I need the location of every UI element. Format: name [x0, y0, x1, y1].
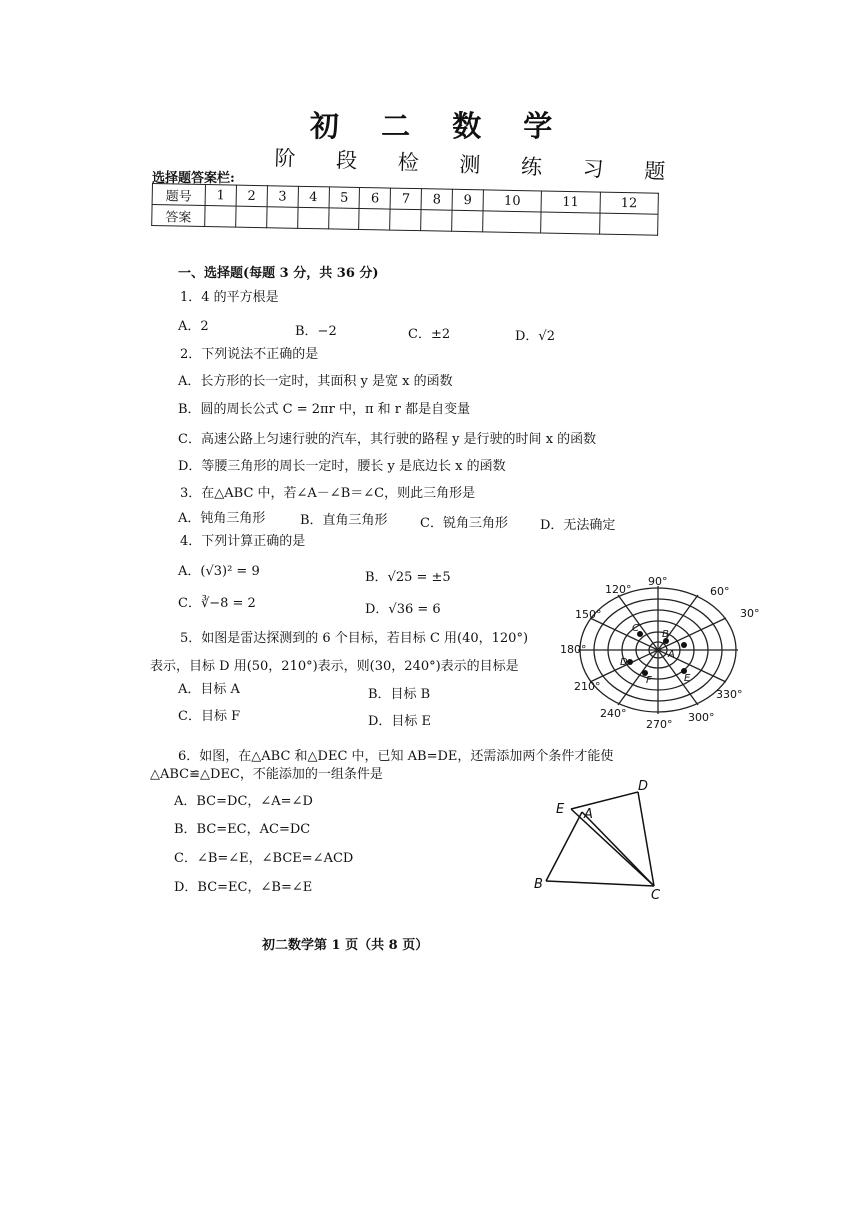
q2-option-c: C．高速公路上匀速行驶的汽车，其行驶的路程 y 是行驶的时间 x 的函数 [178, 432, 597, 447]
segment-AB [546, 812, 582, 881]
answer-table-number: 6 [359, 187, 390, 209]
q6-stem-line2: △ABC≌△DEC，不能添加的一组条件是 [150, 767, 383, 782]
radar-angle-label: 120° [605, 583, 632, 596]
q5-option-a: A．目标 A [178, 682, 240, 697]
radar-target-label: B [662, 629, 669, 640]
radar-angle-label: 240° [600, 707, 627, 720]
q6-option-d: D．BC=EC，∠B=∠E [174, 880, 313, 895]
answer-table-row1-label: 题号 [152, 184, 205, 206]
answer-cell[interactable] [452, 210, 483, 232]
q4-option-c: C．∛−8 = 2 [178, 596, 256, 611]
q6-option-a: A．BC=DC，∠A=∠D [174, 794, 313, 809]
vertex-label: D [638, 779, 649, 794]
answer-bar-label: 选择题答案栏: [152, 171, 235, 186]
answer-table-number: 1 [205, 185, 236, 207]
radar-angle-label: 270° [646, 718, 673, 731]
radar-target-label: F [646, 675, 652, 686]
vertex-label: B [534, 877, 543, 892]
q2-option-a: A．长方形的长一定时，其面积 y 是宽 x 的函数 [178, 374, 453, 389]
answer-cell[interactable] [482, 211, 541, 233]
radar-angle-label: 90° [648, 575, 668, 588]
answer-cell[interactable] [297, 207, 328, 229]
page-subtitle: 阶 段 检 测 练 习 题 [274, 145, 683, 185]
q1-stem: 1．4 的平方根是 [180, 290, 279, 305]
answer-cell[interactable] [541, 212, 600, 234]
radar-angle-label: 60° [710, 585, 730, 598]
radar-angle-label: 210° [574, 680, 601, 693]
page-footer: 初二数学第 1 页（共 8 页） [262, 938, 429, 953]
radar-target-dot [681, 642, 687, 648]
q3-option-b: B．直角三角形 [300, 513, 388, 528]
answer-table-number: 4 [298, 186, 329, 208]
answer-cell[interactable] [236, 206, 267, 228]
radar-angle-label: 180° [560, 643, 587, 656]
vertex-label: C [651, 888, 661, 900]
section-heading: 一、选择题(每题 3 分，共 36 分) [178, 266, 379, 281]
q2-option-b: B．圆的周长公式 C = 2πr 中，π 和 r 都是自变量 [178, 402, 471, 417]
radar-angle-label: 30° [740, 607, 760, 620]
answer-cell[interactable] [205, 206, 236, 228]
answer-table-number: 3 [267, 186, 298, 208]
triangle-figure [530, 775, 690, 900]
answer-cell[interactable] [328, 208, 359, 230]
radar-angle-label: 150° [575, 608, 602, 621]
radar-target-dot [627, 659, 633, 665]
answer-table-number: 8 [421, 189, 452, 211]
q5-option-d: D．目标 E [368, 714, 432, 729]
q1-option-c: C．±2 [408, 327, 451, 342]
q5-option-c: C．目标 F [178, 709, 241, 724]
answer-table-row2-label: 答案 [152, 205, 205, 227]
vertex-label: E [556, 802, 565, 817]
answer-cell[interactable] [359, 208, 390, 230]
segment-ED [571, 792, 638, 809]
answer-cell[interactable] [266, 207, 297, 229]
answer-table-number: 2 [236, 185, 267, 207]
answer-table-number: 11 [541, 191, 600, 213]
q6-option-b: B．BC=EC，AC=DC [174, 822, 311, 837]
q3-option-d: D．无法确定 [540, 518, 616, 533]
vertex-label: A [584, 807, 593, 822]
radar-target-label: C [632, 623, 639, 634]
radar-angle-label: 300° [688, 711, 715, 724]
q1-option-b: B．−2 [295, 324, 337, 339]
answer-cell[interactable] [599, 213, 658, 235]
q4-option-d: D．√36 = 6 [365, 602, 441, 617]
answer-table-number: 5 [329, 187, 360, 209]
q5-stem-line1: 5．如图是雷达探测到的 6 个目标，若目标 C 用(40，120°) [180, 631, 529, 646]
q4-option-a: A．(√3)² = 9 [178, 564, 260, 579]
segment-BC [546, 881, 654, 886]
q5-stem-line2: 表示，目标 D 用(50，210°)表示，则(30，240°)表示的目标是 [150, 659, 519, 674]
q3-option-c: C．锐角三角形 [420, 516, 508, 531]
radar-target-label: E [684, 673, 691, 684]
answer-table-number: 7 [390, 188, 421, 210]
radar-target-label: A [668, 649, 675, 660]
q2-stem: 2．下列说法不正确的是 [180, 347, 319, 362]
radar-angle-label: 330° [716, 688, 743, 701]
answer-table-number: 10 [483, 190, 542, 212]
answer-cell[interactable] [421, 210, 452, 232]
q1-option-d: D．√2 [515, 329, 555, 344]
radar-target-label: D [620, 657, 628, 668]
q2-option-d: D．等腰三角形的周长一定时，腰长 y 是底边长 x 的函数 [178, 459, 506, 474]
q6-option-c: C．∠B=∠E，∠BCE=∠ACD [174, 851, 354, 866]
q3-stem: 3．在△ABC 中，若∠A－∠B＝∠C，则此三角形是 [180, 486, 476, 501]
q5-option-b: B．目标 B [368, 687, 431, 702]
radar-figure [560, 565, 850, 740]
q6-stem-line1: 6．如图，在△ABC 和△DEC 中，已知 AB=DE，还需添加两个条件才能使 [178, 749, 614, 764]
q3-option-a: A．钝角三角形 [178, 511, 266, 526]
answer-table-number: 12 [600, 192, 659, 214]
answer-table [151, 183, 659, 236]
q1-option-a: A．2 [178, 319, 209, 334]
answer-table-number: 9 [452, 189, 483, 211]
q4-option-b: B．√25 = ±5 [365, 570, 451, 585]
q4-stem: 4．下列计算正确的是 [180, 534, 306, 549]
answer-cell[interactable] [390, 209, 421, 231]
page-title: 初 二 数 学 [310, 109, 569, 143]
